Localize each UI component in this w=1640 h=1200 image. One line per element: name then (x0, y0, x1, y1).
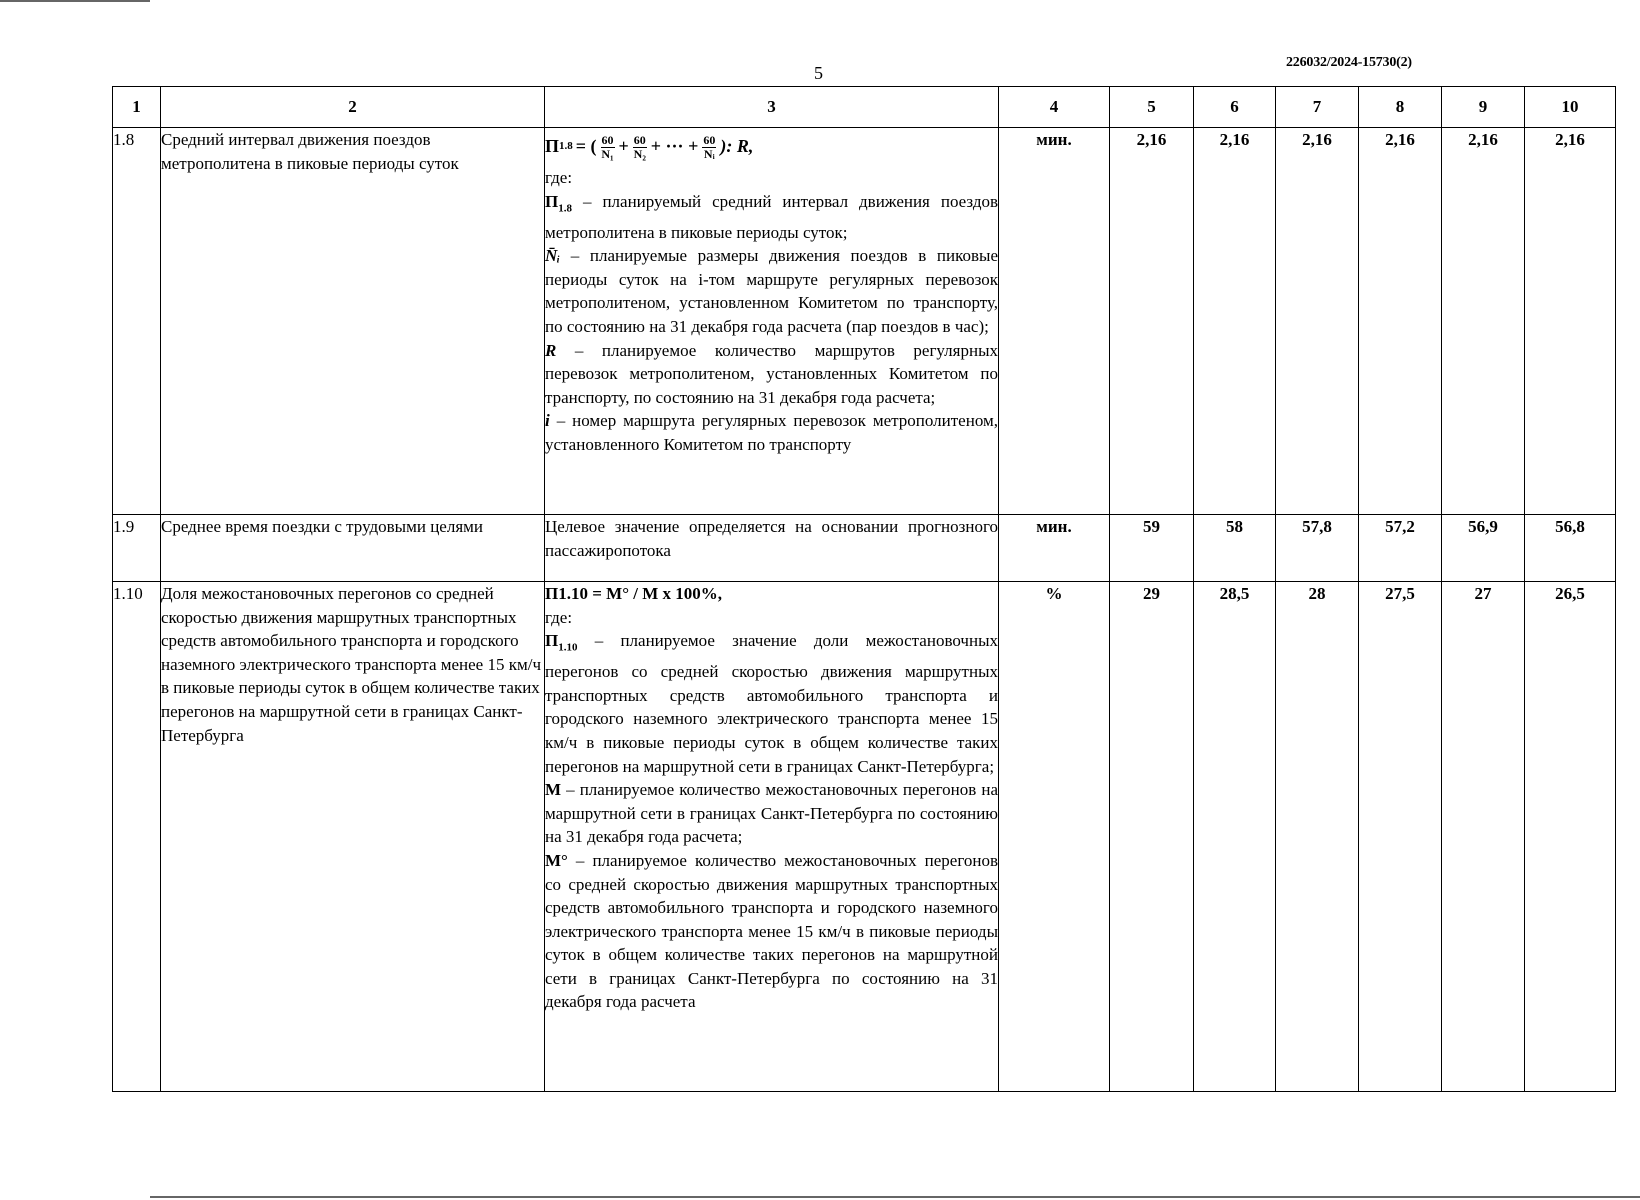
definition: $П_{1.10}$ – планируемое значение доли межостановочных перегонов со средней скоростью движения маршрутных транспортных средств автомобильного транспорта и городского наземного электрического транспорта менее 15 км/ч в пиковые периоды суток в общем количестве таких перегонов на маршрутной сети в границах Санкт-Петербурга; (545, 631, 998, 776)
value-cell: 57,2 (1359, 515, 1442, 582)
fraction: $\frac{60}{\text{Nᵢ}}$ (703, 132, 716, 161)
value-cell: 59 (1110, 515, 1194, 582)
fraction: $\frac{60}{\text{N₂}}$ (633, 132, 646, 161)
unit: мин. (999, 128, 1110, 515)
value-cell: 28 (1276, 582, 1359, 1092)
formula: П 1.8 = ( $\frac{60}{\text{N₁}}$ + $\frac{60}{\text{N₂}}$ + ··· + $\frac{60}{\text{Nᵢ}}$ ): R, (545, 132, 754, 161)
table-row (113, 582, 1616, 1092)
formula: П1.10 = М° / М х 100%, (545, 584, 723, 603)
value-cell: 28,5 (1194, 582, 1276, 1092)
header-cell: 5 (1110, 87, 1194, 128)
value-cell: 2,16 (1194, 128, 1276, 515)
row-number: 1.10 (113, 582, 161, 1092)
unit: % (999, 582, 1110, 1092)
value-cell: 27 (1442, 582, 1525, 1092)
value-cell: 26,5 (1525, 582, 1616, 1092)
value-cell: 2,16 (1276, 128, 1359, 515)
document-id: 226032/2024-15730(2) (1286, 55, 1412, 70)
table-row (113, 128, 1616, 515)
definition: М° – планируемое количество межостановочных перегонов со средней скоростью движения маршрутных транспортных средств автомобильного транспорта и городского наземного электрического транспорта менее 15 км/ч в пиковые периоды суток в общем количестве таких перегонов на маршрутной сети в границах Санкт-Петербурга по состоянию на 31 декабря года расчета (545, 850, 998, 1012)
calculation-method (545, 128, 999, 515)
value-cell: 2,16 (1359, 128, 1442, 515)
value-cell: 27,5 (1359, 582, 1442, 1092)
value-cell: 2,16 (1442, 128, 1525, 515)
header-cell: 10 (1525, 87, 1616, 128)
definition: N̄ᵢ – планируемые размеры движения поездов в пиковые периоды суток на i-том маршруте регулярных перевозок метрополитеном, установленном Комитетом по транспорту, по состоянию на 31 декабря года расчета (пар поездов в час); (545, 246, 998, 336)
definition: $П_{1.8}$ – планируемый средний интервал движения поездов метрополитена в пиковые периоды суток; (545, 191, 998, 242)
where-label: где: (545, 607, 573, 627)
header-cell: 1 (113, 87, 161, 128)
header-cell: 9 (1442, 87, 1525, 128)
calculation-method (545, 582, 999, 1092)
value-cell: 2,16 (1525, 128, 1616, 515)
indicators-table (112, 86, 1616, 1092)
value-cell: 57,8 (1276, 515, 1359, 582)
fraction: $\frac{60}{\text{N₁}}$ (601, 132, 614, 161)
definition: М – планируемое количество межостановочных перегонов на маршрутной сети в границах Санкт-Петербурга по состоянию на 31 декабря года расчета; (545, 780, 998, 847)
indicator-name: Среднее время поездки с трудовыми целями (161, 515, 545, 582)
table-row (113, 515, 1616, 582)
header-cell: 7 (1276, 87, 1359, 128)
where-label: где: (545, 168, 573, 187)
calculation-method: Целевое значение определяется на основании прогнозного пассажиропотока (545, 515, 999, 582)
value-cell: 58 (1194, 515, 1276, 582)
definition: i – номер маршрута регулярных перевозок метрополитеном, установленного Комитетом по транспорту (545, 411, 998, 454)
scan-artifact-top (0, 0, 150, 2)
header-row (113, 87, 1616, 128)
value-cell: 2,16 (1110, 128, 1194, 515)
row-number: 1.9 (113, 515, 161, 582)
row-number: 1.8 (113, 128, 161, 515)
value-cell: 56,9 (1442, 515, 1525, 582)
unit: мин. (999, 515, 1110, 582)
page-number: 5 (814, 63, 823, 83)
header-cell: 2 (161, 87, 545, 128)
header-cell: 4 (999, 87, 1110, 128)
scan-artifact-bottom (150, 1196, 1640, 1198)
header-cell: 8 (1359, 87, 1442, 128)
value-cell: 29 (1110, 582, 1194, 1092)
definition: R – планируемое количество маршрутов регулярных перевозок метрополитеном, установленных Комитетом по транспорту, по состоянию на 31 декабря года расчета; (545, 340, 998, 407)
indicator-name: Средний интервал движения поездов метрополитена в пиковые периоды суток (161, 128, 545, 515)
header-cell: 3 (545, 87, 999, 128)
indicator-name: Доля межостановочных перегонов со средней скоростью движения маршрутных транспортных средств автомобильного транспорта и городского наземного электрического транспорта менее 15 км/ч в пиковые периоды суток в общем количестве таких перегонов на маршрутной сети в границах Санкт-Петербурга (161, 582, 545, 1092)
header-cell: 6 (1194, 87, 1276, 128)
value-cell: 56,8 (1525, 515, 1616, 582)
